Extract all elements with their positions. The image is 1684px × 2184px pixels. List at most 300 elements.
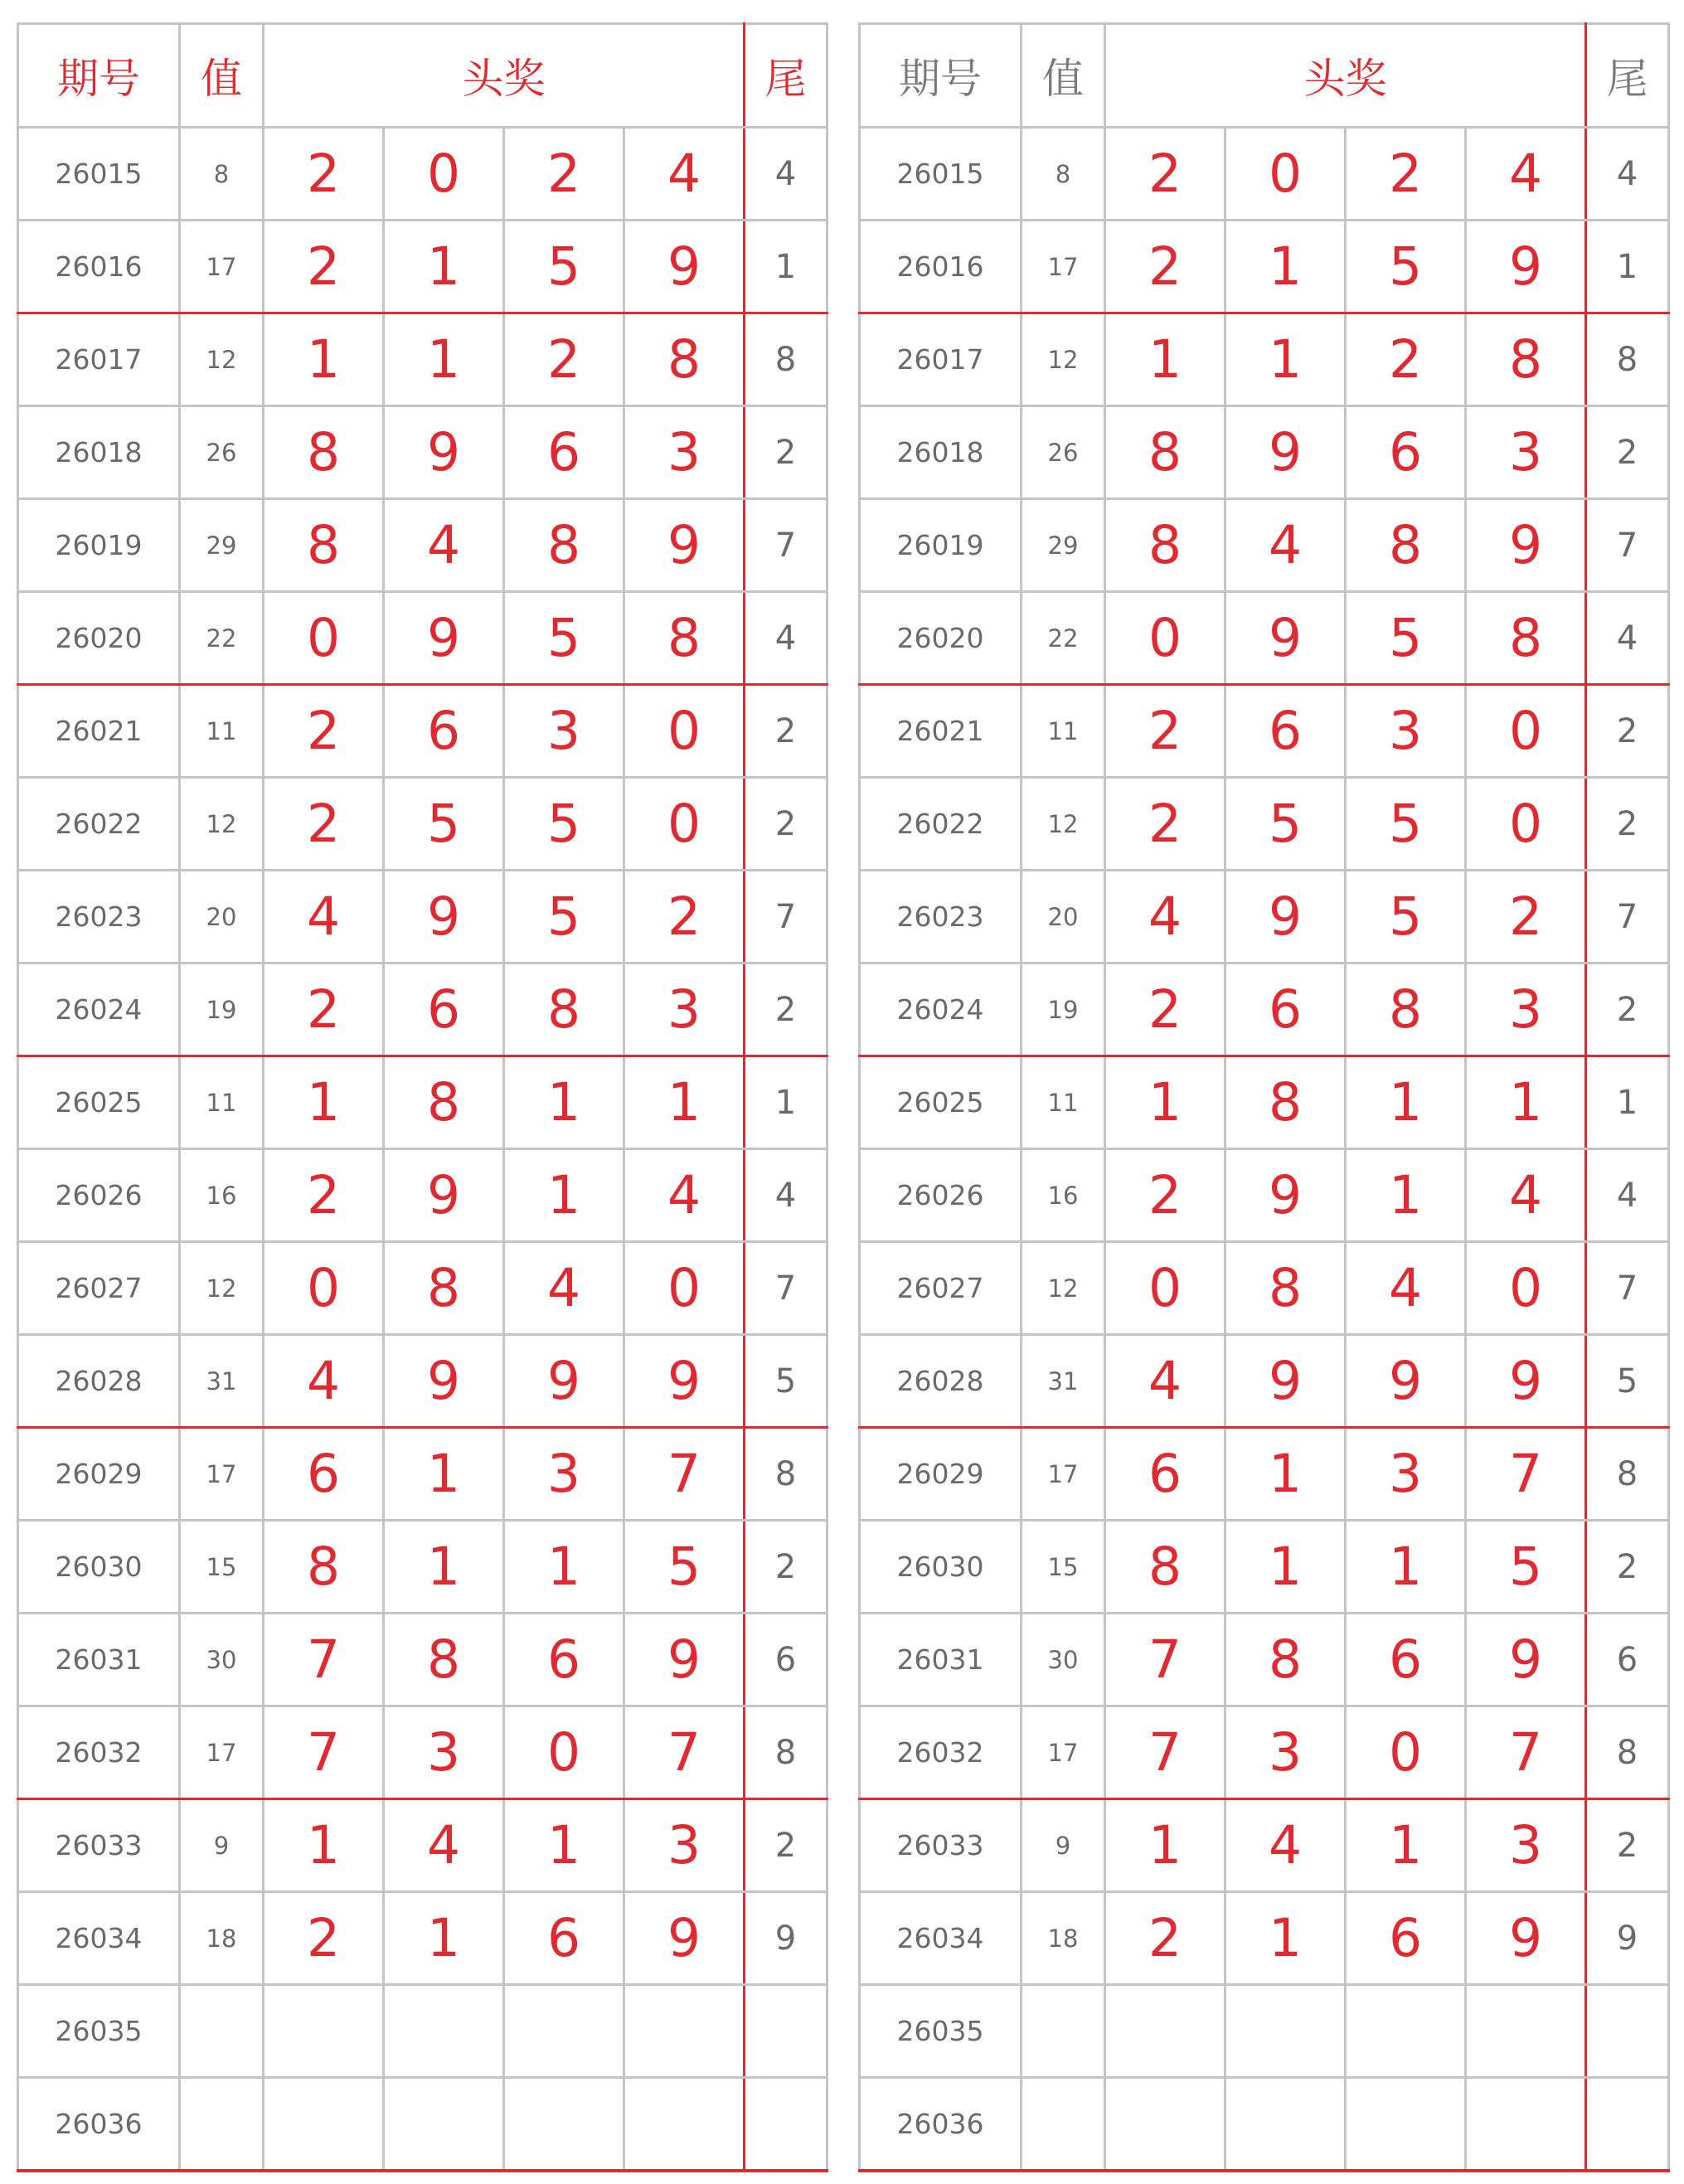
prize-digit-cell: 1 xyxy=(504,1056,624,1149)
issue-cell: 26015 xyxy=(860,128,1022,221)
tail-cell: 2 xyxy=(745,685,827,778)
sum-cell: 22 xyxy=(1022,592,1105,685)
prize-digit-cell: 2 xyxy=(504,313,624,406)
prize-digit-cell: 9 xyxy=(384,1149,504,1242)
prize-digit-cell: 9 xyxy=(624,221,745,313)
prize-digit-cell xyxy=(264,2078,384,2171)
prize-digit-cell: 4 xyxy=(264,1335,384,1428)
sum-cell: 16 xyxy=(1022,1149,1105,1242)
tail-cell: 1 xyxy=(745,1056,827,1149)
prize-digit-cell: 2 xyxy=(1105,778,1225,871)
prize-digit-cell: 6 xyxy=(264,1428,384,1521)
prize-digit-cell: 8 xyxy=(1466,313,1586,406)
sum-cell: 12 xyxy=(180,778,264,871)
sum-cell: 15 xyxy=(180,1521,264,1614)
table-row xyxy=(18,499,827,592)
tail-cell: 1 xyxy=(745,221,827,313)
issue-cell: 26019 xyxy=(18,499,180,592)
prize-digit-cell: 8 xyxy=(624,592,745,685)
prize-digit-cell: 9 xyxy=(384,592,504,685)
prize-digit-cell: 1 xyxy=(384,221,504,313)
issue-cell: 26016 xyxy=(18,221,180,313)
sum-cell: 12 xyxy=(1022,313,1105,406)
sum-cell: 29 xyxy=(1022,499,1105,592)
tail-cell: 2 xyxy=(1586,1799,1669,1892)
prize-digit-cell xyxy=(1466,2078,1586,2171)
prize-digit-cell: 7 xyxy=(264,1614,384,1706)
prize-digit-cell: 1 xyxy=(264,1799,384,1892)
tail-cell: 4 xyxy=(1586,592,1669,685)
prize-digit-cell: 0 xyxy=(1105,592,1225,685)
prize-digit-cell: 3 xyxy=(1346,1428,1466,1521)
prize-digit-cell: 9 xyxy=(624,1335,745,1428)
tail-cell: 8 xyxy=(745,1428,827,1521)
table-row xyxy=(18,1428,827,1521)
prize-digit-cell: 4 xyxy=(384,1799,504,1892)
issue-cell: 26025 xyxy=(860,1056,1022,1149)
tail-cell: 7 xyxy=(1586,871,1669,963)
prize-digit-cell: 1 xyxy=(264,1056,384,1149)
prize-digit-cell: 6 xyxy=(384,963,504,1056)
prize-digit-cell: 0 xyxy=(624,778,745,871)
sum-cell: 16 xyxy=(180,1149,264,1242)
table-row xyxy=(860,1056,1669,1149)
tail-cell: 9 xyxy=(745,1892,827,1985)
prize-digit-cell: 2 xyxy=(624,871,745,963)
prize-digit-cell xyxy=(264,1985,384,2078)
table-row xyxy=(18,128,827,221)
table-row xyxy=(860,128,1669,221)
prize-digit-cell: 5 xyxy=(1225,778,1346,871)
tail-cell: 4 xyxy=(1586,128,1669,221)
results-table xyxy=(17,22,828,2172)
issue-cell: 26021 xyxy=(18,685,180,778)
issue-cell: 26020 xyxy=(18,592,180,685)
issue-cell: 26029 xyxy=(860,1428,1022,1521)
prize-digit-cell: 6 xyxy=(504,1892,624,1985)
prize-digit-cell: 8 xyxy=(264,406,384,499)
prize-digit-cell: 2 xyxy=(1466,871,1586,963)
prize-digit-cell: 8 xyxy=(1466,592,1586,685)
prize-digit-cell: 0 xyxy=(624,685,745,778)
sum-cell: 17 xyxy=(1022,221,1105,313)
tail-cell: 8 xyxy=(1586,1428,1669,1521)
sum-cell: 9 xyxy=(1022,1799,1105,1892)
sum-cell: 30 xyxy=(1022,1614,1105,1706)
sum-cell: 17 xyxy=(180,221,264,313)
prize-digit-cell xyxy=(384,1985,504,2078)
tail-cell: 2 xyxy=(1586,778,1669,871)
tail-cell: 2 xyxy=(745,406,827,499)
header-row xyxy=(860,24,1669,128)
table-body xyxy=(18,128,827,2171)
issue-cell: 26027 xyxy=(18,1242,180,1335)
sum-cell: 9 xyxy=(180,1799,264,1892)
prize-digit-cell: 2 xyxy=(1105,685,1225,778)
header-prize: 头奖 xyxy=(1105,24,1586,128)
prize-digit-cell: 6 xyxy=(1346,1614,1466,1706)
prize-digit-cell: 9 xyxy=(624,1614,745,1706)
issue-cell: 26015 xyxy=(18,128,180,221)
prize-digit-cell: 2 xyxy=(1105,1892,1225,1985)
tail-cell: 7 xyxy=(1586,1242,1669,1335)
prize-digit-cell: 0 xyxy=(264,1242,384,1335)
prize-digit-cell: 3 xyxy=(504,685,624,778)
prize-digit-cell: 0 xyxy=(264,592,384,685)
issue-cell: 26021 xyxy=(860,685,1022,778)
prize-digit-cell: 8 xyxy=(624,313,745,406)
prize-digit-cell: 4 xyxy=(624,1149,745,1242)
prize-digit-cell: 9 xyxy=(1225,592,1346,685)
prize-digit-cell: 5 xyxy=(504,221,624,313)
sum-cell: 12 xyxy=(1022,778,1105,871)
issue-cell: 26017 xyxy=(18,313,180,406)
tail-cell xyxy=(745,2078,827,2171)
results-table xyxy=(858,22,1670,2172)
sum-cell xyxy=(1022,2078,1105,2171)
prize-digit-cell: 8 xyxy=(1105,1521,1225,1614)
table-row xyxy=(18,963,827,1056)
sum-cell: 12 xyxy=(1022,1242,1105,1335)
prize-digit-cell: 0 xyxy=(624,1242,745,1335)
prize-digit-cell xyxy=(1346,2078,1466,2171)
issue-cell: 26032 xyxy=(18,1706,180,1799)
prize-digit-cell: 1 xyxy=(1466,1056,1586,1149)
prize-digit-cell: 3 xyxy=(1466,1799,1586,1892)
table-row xyxy=(18,592,827,685)
sum-cell: 26 xyxy=(180,406,264,499)
prize-digit-cell: 1 xyxy=(1346,1799,1466,1892)
table-body xyxy=(860,128,1669,2171)
prize-digit-cell: 3 xyxy=(1466,963,1586,1056)
table-row xyxy=(860,1242,1669,1335)
issue-cell: 26035 xyxy=(860,1985,1022,2078)
prize-digit-cell: 2 xyxy=(1346,313,1466,406)
prize-digit-cell: 9 xyxy=(504,1335,624,1428)
prize-digit-cell: 8 xyxy=(1105,406,1225,499)
prize-digit-cell: 5 xyxy=(504,778,624,871)
sum-cell xyxy=(180,1985,264,2078)
issue-cell: 26034 xyxy=(860,1892,1022,1985)
prize-digit-cell: 6 xyxy=(504,406,624,499)
tail-cell: 2 xyxy=(745,778,827,871)
prize-digit-cell: 4 xyxy=(384,499,504,592)
table-row xyxy=(860,406,1669,499)
header-sum: 值 xyxy=(180,24,264,128)
sum-cell: 12 xyxy=(180,1242,264,1335)
issue-cell: 26026 xyxy=(860,1149,1022,1242)
table-row xyxy=(860,221,1669,313)
prize-digit-cell: 6 xyxy=(384,685,504,778)
issue-cell: 26033 xyxy=(18,1799,180,1892)
prize-digit-cell: 2 xyxy=(264,128,384,221)
prize-digit-cell: 9 xyxy=(1225,1335,1346,1428)
issue-cell: 26022 xyxy=(18,778,180,871)
prize-digit-cell xyxy=(1225,2078,1346,2171)
issue-cell: 26030 xyxy=(18,1521,180,1614)
sum-cell: 17 xyxy=(1022,1706,1105,1799)
table-row xyxy=(18,1799,827,1892)
prize-digit-cell: 4 xyxy=(1105,871,1225,963)
prize-digit-cell: 8 xyxy=(1346,499,1466,592)
prize-digit-cell: 3 xyxy=(1466,406,1586,499)
table-row xyxy=(860,1799,1669,1892)
tail-cell: 4 xyxy=(1586,1149,1669,1242)
prize-digit-cell: 5 xyxy=(1346,592,1466,685)
prize-digit-cell: 4 xyxy=(1225,499,1346,592)
tail-cell: 1 xyxy=(1586,221,1669,313)
prize-digit-cell: 7 xyxy=(1105,1614,1225,1706)
prize-digit-cell: 0 xyxy=(504,1706,624,1799)
sum-cell: 17 xyxy=(180,1428,264,1521)
prize-digit-cell: 2 xyxy=(504,128,624,221)
header-prize: 头奖 xyxy=(264,24,745,128)
issue-cell: 26029 xyxy=(18,1428,180,1521)
prize-digit-cell: 3 xyxy=(624,963,745,1056)
table-row xyxy=(860,2078,1669,2171)
table-row xyxy=(18,1706,827,1799)
prize-digit-cell: 0 xyxy=(1105,1242,1225,1335)
prize-digit-cell: 8 xyxy=(384,1056,504,1149)
sum-cell: 11 xyxy=(180,1056,264,1149)
prize-digit-cell: 2 xyxy=(264,1149,384,1242)
prize-digit-cell: 8 xyxy=(1105,499,1225,592)
table-row xyxy=(18,1985,827,2078)
prize-digit-cell: 9 xyxy=(1466,1335,1586,1428)
prize-digit-cell xyxy=(504,1985,624,2078)
prize-digit-cell: 1 xyxy=(1346,1056,1466,1149)
issue-cell: 26026 xyxy=(18,1149,180,1242)
sum-cell: 12 xyxy=(180,313,264,406)
prize-digit-cell: 1 xyxy=(1346,1521,1466,1614)
issue-cell: 26020 xyxy=(860,592,1022,685)
prize-digit-cell: 1 xyxy=(624,1056,745,1149)
prize-digit-cell: 4 xyxy=(1466,128,1586,221)
table-row xyxy=(860,1428,1669,1521)
issue-cell: 26023 xyxy=(18,871,180,963)
prize-digit-cell: 4 xyxy=(504,1242,624,1335)
prize-digit-cell: 9 xyxy=(384,406,504,499)
prize-digit-cell: 8 xyxy=(1225,1242,1346,1335)
header-row xyxy=(18,24,827,128)
tail-cell: 1 xyxy=(1586,1056,1669,1149)
sum-cell: 19 xyxy=(1022,963,1105,1056)
prize-digit-cell: 2 xyxy=(1105,221,1225,313)
issue-cell: 26023 xyxy=(860,871,1022,963)
prize-digit-cell: 1 xyxy=(1225,313,1346,406)
table-row xyxy=(18,221,827,313)
issue-cell: 26031 xyxy=(860,1614,1022,1706)
prize-digit-cell: 9 xyxy=(1225,871,1346,963)
prize-digit-cell xyxy=(1225,1985,1346,2078)
tail-cell: 2 xyxy=(745,1799,827,1892)
tail-cell: 5 xyxy=(1586,1335,1669,1428)
prize-digit-cell xyxy=(1105,2078,1225,2171)
tail-cell: 4 xyxy=(745,592,827,685)
table-row xyxy=(860,871,1669,963)
issue-cell: 26028 xyxy=(18,1335,180,1428)
prize-digit-cell: 5 xyxy=(504,592,624,685)
prize-digit-cell: 3 xyxy=(624,406,745,499)
prize-digit-cell: 2 xyxy=(264,685,384,778)
prize-digit-cell: 6 xyxy=(1225,963,1346,1056)
prize-digit-cell: 2 xyxy=(1346,128,1466,221)
header-issue: 期号 xyxy=(18,24,180,128)
prize-digit-cell: 9 xyxy=(1466,499,1586,592)
prize-digit-cell: 2 xyxy=(1105,1149,1225,1242)
issue-cell: 26016 xyxy=(860,221,1022,313)
sum-cell: 31 xyxy=(1022,1335,1105,1428)
prize-digit-cell: 1 xyxy=(1105,313,1225,406)
sum-cell: 26 xyxy=(1022,406,1105,499)
tail-cell: 2 xyxy=(745,1521,827,1614)
prize-digit-cell: 1 xyxy=(504,1149,624,1242)
table-row xyxy=(860,592,1669,685)
prize-digit-cell: 1 xyxy=(1225,221,1346,313)
tail-cell: 8 xyxy=(1586,1706,1669,1799)
prize-digit-cell: 9 xyxy=(1225,1149,1346,1242)
draw-table-right xyxy=(858,22,1667,2172)
prize-digit-cell: 6 xyxy=(1105,1428,1225,1521)
prize-digit-cell: 9 xyxy=(1225,406,1346,499)
prize-digit-cell: 5 xyxy=(1346,778,1466,871)
sum-cell: 17 xyxy=(1022,1428,1105,1521)
tail-cell: 2 xyxy=(1586,1521,1669,1614)
prize-digit-cell: 1 xyxy=(384,313,504,406)
table-row xyxy=(860,1335,1669,1428)
prize-digit-cell: 7 xyxy=(624,1428,745,1521)
table-row xyxy=(18,1242,827,1335)
sum-cell: 15 xyxy=(1022,1521,1105,1614)
table-row xyxy=(18,2078,827,2171)
prize-digit-cell: 5 xyxy=(1346,871,1466,963)
table-row xyxy=(860,778,1669,871)
tail-cell: 4 xyxy=(745,128,827,221)
header-issue: 期号 xyxy=(860,24,1022,128)
prize-digit-cell: 8 xyxy=(504,499,624,592)
prize-digit-cell: 3 xyxy=(1346,685,1466,778)
prize-digit-cell: 2 xyxy=(1105,963,1225,1056)
sum-cell: 22 xyxy=(180,592,264,685)
issue-cell: 26022 xyxy=(860,778,1022,871)
issue-cell: 26032 xyxy=(860,1706,1022,1799)
table-row xyxy=(860,963,1669,1056)
prize-digit-cell: 1 xyxy=(264,313,384,406)
tail-cell: 8 xyxy=(745,1706,827,1799)
issue-cell: 26036 xyxy=(18,2078,180,2171)
issue-cell: 26024 xyxy=(18,963,180,1056)
prize-digit-cell: 1 xyxy=(384,1892,504,1985)
table-row xyxy=(18,1149,827,1242)
table-row xyxy=(18,406,827,499)
table-row xyxy=(18,1892,827,1985)
prize-digit-cell: 9 xyxy=(624,499,745,592)
prize-digit-cell: 2 xyxy=(264,778,384,871)
sum-cell: 20 xyxy=(180,871,264,963)
sum-cell xyxy=(1022,1985,1105,2078)
issue-cell: 26027 xyxy=(860,1242,1022,1335)
prize-digit-cell: 9 xyxy=(1466,1614,1586,1706)
tail-cell: 6 xyxy=(745,1614,827,1706)
table-row xyxy=(860,313,1669,406)
prize-digit-cell xyxy=(1105,1985,1225,2078)
prize-digit-cell: 8 xyxy=(1225,1056,1346,1149)
prize-digit-cell xyxy=(384,2078,504,2171)
prize-digit-cell: 3 xyxy=(624,1799,745,1892)
tail-cell: 7 xyxy=(1586,499,1669,592)
prize-digit-cell: 6 xyxy=(1225,685,1346,778)
table-row xyxy=(860,1985,1669,2078)
prize-digit-cell: 6 xyxy=(1346,1892,1466,1985)
prize-digit-cell: 9 xyxy=(384,871,504,963)
prize-digit-cell: 8 xyxy=(1225,1614,1346,1706)
draw-table-left xyxy=(17,22,826,2172)
issue-cell: 26031 xyxy=(18,1614,180,1706)
issue-cell: 26024 xyxy=(860,963,1022,1056)
tail-cell: 2 xyxy=(1586,963,1669,1056)
prize-digit-cell: 2 xyxy=(1105,128,1225,221)
prize-digit-cell: 1 xyxy=(384,1428,504,1521)
issue-cell: 26025 xyxy=(18,1056,180,1149)
prize-digit-cell: 1 xyxy=(1346,1149,1466,1242)
prize-digit-cell: 5 xyxy=(384,778,504,871)
prize-digit-cell: 0 xyxy=(1466,778,1586,871)
issue-cell: 26033 xyxy=(860,1799,1022,1892)
table-row xyxy=(18,685,827,778)
prize-digit-cell: 4 xyxy=(1105,1335,1225,1428)
header-tail: 尾 xyxy=(745,24,827,128)
issue-cell: 26030 xyxy=(860,1521,1022,1614)
prize-digit-cell: 6 xyxy=(1346,406,1466,499)
tail-cell: 2 xyxy=(1586,406,1669,499)
table-row xyxy=(18,1056,827,1149)
sum-cell: 11 xyxy=(180,685,264,778)
table-row xyxy=(860,1614,1669,1706)
prize-digit-cell: 8 xyxy=(1346,963,1466,1056)
sum-cell: 30 xyxy=(180,1614,264,1706)
sum-cell: 11 xyxy=(1022,1056,1105,1149)
sum-cell: 19 xyxy=(180,963,264,1056)
issue-cell: 26028 xyxy=(860,1335,1022,1428)
prize-digit-cell: 5 xyxy=(1466,1521,1586,1614)
prize-digit-cell: 7 xyxy=(624,1706,745,1799)
prize-digit-cell: 5 xyxy=(504,871,624,963)
prize-digit-cell: 6 xyxy=(504,1614,624,1706)
sum-cell: 29 xyxy=(180,499,264,592)
prize-digit-cell: 4 xyxy=(1466,1149,1586,1242)
prize-digit-cell: 9 xyxy=(624,1892,745,1985)
tail-cell: 2 xyxy=(1586,685,1669,778)
prize-digit-cell: 1 xyxy=(1225,1521,1346,1614)
table-row xyxy=(860,1521,1669,1614)
prize-digit-cell: 4 xyxy=(264,871,384,963)
issue-cell: 26019 xyxy=(860,499,1022,592)
prize-digit-cell: 8 xyxy=(384,1242,504,1335)
table-row xyxy=(18,313,827,406)
prize-digit-cell: 2 xyxy=(264,963,384,1056)
prize-digit-cell: 5 xyxy=(1346,221,1466,313)
prize-digit-cell: 0 xyxy=(1225,128,1346,221)
prize-digit-cell: 1 xyxy=(1105,1799,1225,1892)
issue-cell: 26018 xyxy=(860,406,1022,499)
sum-cell: 31 xyxy=(180,1335,264,1428)
tail-cell: 8 xyxy=(745,313,827,406)
prize-digit-cell: 1 xyxy=(1105,1056,1225,1149)
table-row xyxy=(18,1521,827,1614)
issue-cell: 26017 xyxy=(860,313,1022,406)
table-row xyxy=(860,499,1669,592)
sum-cell: 17 xyxy=(180,1706,264,1799)
